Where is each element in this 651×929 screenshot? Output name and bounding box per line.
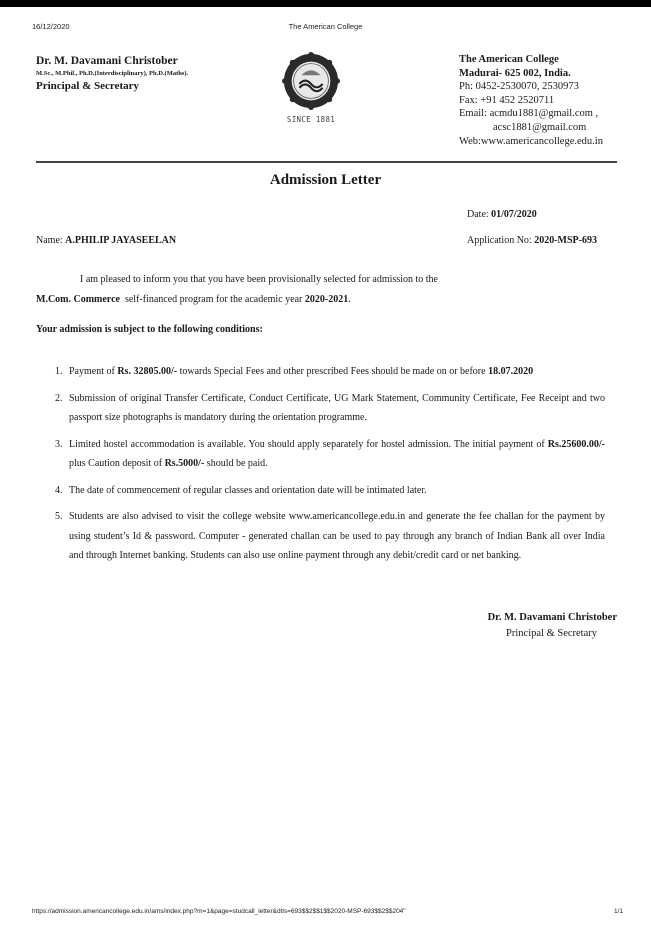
condition-text: towards Special Fees and other prescribed Fees should be made on or before	[177, 366, 489, 377]
name-value: A.PHILIP JAYASEELAN	[65, 235, 177, 246]
print-footer-url: https://admission.americancollege.edu.in/ams/index.php?m=1&page=studcall_letter&dtls=693$$2$$1$$2020-MSP-693$$2$$204"	[32, 908, 406, 915]
condition-number: 1.	[55, 366, 63, 377]
print-footer-page: 1/1	[614, 908, 624, 915]
application-number	[467, 235, 597, 246]
condition-item	[55, 507, 605, 566]
college-name: The American College	[459, 54, 559, 65]
college-email-2: acsc1881@gmail.com	[493, 121, 587, 133]
college-seal-icon	[282, 52, 340, 110]
condition-item	[55, 481, 605, 501]
fee-amount: Rs. 32805.00/-	[117, 366, 178, 377]
print-title: The American College	[288, 22, 363, 31]
condition-text: should be paid.	[204, 458, 268, 469]
date-label: Date:	[467, 209, 492, 220]
principal-name: Dr. M. Davamani Christober	[36, 55, 178, 67]
hostel-fee: Rs.25600.00/-	[547, 438, 605, 450]
college-phone: Ph: 0452-2530070, 2530973	[459, 81, 579, 93]
college-web: Web:www.americancollege.edu.in	[459, 135, 603, 147]
print-date: 16/12/2020	[32, 22, 70, 31]
condition-text: plus Caution deposit of	[69, 458, 165, 469]
letterhead-right	[459, 53, 603, 148]
signatory-role: Principal & Secretary	[506, 628, 597, 639]
condition-number: 5.	[55, 511, 63, 522]
college-fax: Fax: +91 452 2520711	[459, 94, 555, 106]
appno-value: 2020-MSP-693	[534, 235, 597, 246]
seal-since: SINCE 1881	[286, 115, 336, 124]
conditions-list	[55, 362, 605, 573]
program-text: self-financed program for the academic year	[119, 294, 305, 305]
signatory-name: Dr. M. Davamani Christober	[487, 612, 617, 623]
condition-text: Payment of	[69, 366, 118, 377]
condition-text: The date of commencement of regular classes and orientation date will be intimated later.	[69, 484, 427, 496]
principal-qualifications: M.Sc., M.Phil., Ph.D.(Interdisciplinary), Ph.D.(Maths).	[36, 70, 189, 77]
letterhead-left	[36, 54, 188, 93]
date-value: 01/07/2020	[491, 209, 537, 220]
conditions-heading: Your admission is subject to the following conditions:	[36, 324, 263, 335]
caution-deposit: Rs.5000/-	[164, 458, 205, 469]
student-name	[36, 235, 176, 246]
header-divider	[36, 161, 617, 163]
principal-role: Principal & Secretary	[36, 80, 140, 92]
condition-number: 4.	[55, 484, 63, 496]
intro-paragraph-line2	[36, 294, 351, 305]
academic-year: 2020-2021	[304, 294, 349, 305]
college-email-1: Email: acmdu1881@gmail.com ,	[459, 108, 599, 120]
condition-text: Limited hostel accommodation is available. You should apply separately for hostel admission. The initial payment of	[69, 438, 548, 450]
condition-number: 3.	[55, 438, 63, 450]
condition-number: 2.	[55, 392, 63, 404]
condition-item	[55, 389, 605, 428]
letter-date	[467, 209, 537, 220]
intro-paragraph-line1: I am pleased to inform you that you have been provisionally selected for admission to the	[80, 274, 438, 285]
college-address: Madurai- 625 002, India.	[459, 67, 571, 79]
due-date: 18.07.2020	[488, 366, 534, 377]
condition-item	[55, 362, 605, 382]
name-label: Name:	[36, 235, 66, 246]
letter-title: Admission Letter	[269, 172, 382, 188]
condition-text: Submission of original Transfer Certificate, Conduct Certificate, UG Mark Statement, Community Certificate, Fee Receipt and two passport size photographs is mandatory during the orientation programme.	[69, 392, 605, 423]
program-name: M.Com. Commerce	[36, 294, 120, 305]
appno-label: Application No:	[467, 235, 535, 246]
condition-text: Students are also advised to visit the college website www.americancollege.edu.in and generate the fee challan for the payment by using student’s Id & password. Computer - generated challan can be used to pay through any branch of Indian Bank all over India and through Internet banking. Students can also use online payment through any debit/credit card or net banking.	[69, 511, 605, 561]
condition-item	[55, 435, 605, 474]
top-black-bar	[0, 0, 651, 7]
period: .	[348, 294, 351, 305]
